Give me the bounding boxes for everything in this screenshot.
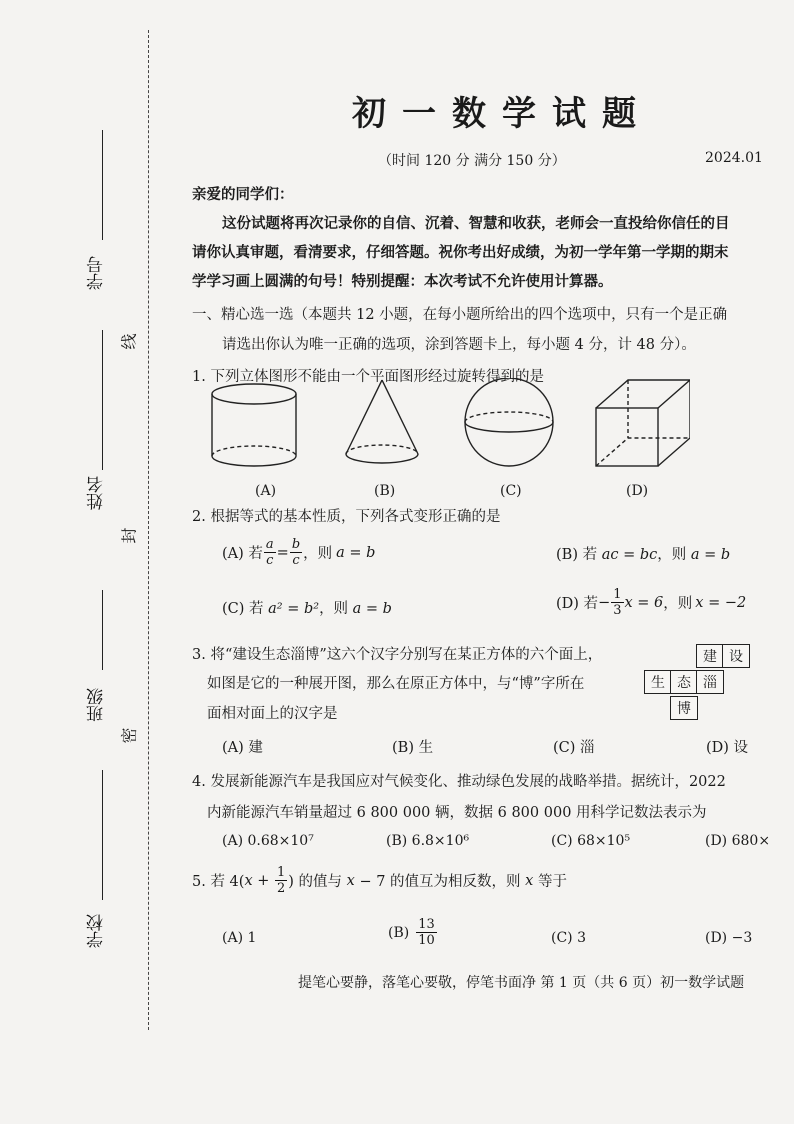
q2-a-tail: ，则 bbox=[303, 546, 333, 562]
q5-b-label: (B) bbox=[388, 924, 410, 941]
q2-d-expr: x = 6 bbox=[624, 594, 664, 611]
class-label: 班级 bbox=[87, 688, 107, 722]
cone-figure bbox=[346, 380, 418, 463]
class-field-line[interactable] bbox=[102, 590, 103, 670]
q2-d-label: (D) 若 bbox=[556, 596, 599, 612]
q5-var-x3: x bbox=[525, 872, 534, 889]
section1-line-1: 一、精心选一选（本题共 12 小题，在每小题所给出的四个选项中，只有一个是正确 bbox=[192, 307, 728, 323]
q2-c-tail: ，则 bbox=[319, 601, 349, 617]
plus-sign: + bbox=[252, 872, 274, 889]
seal-char-seal: 封 bbox=[119, 527, 139, 544]
q4-option-a[interactable]: (A) 0.68×10⁷ bbox=[222, 833, 314, 849]
q3-option-c[interactable]: (C) 淄 bbox=[553, 740, 595, 756]
q2-a-label: (A) 若 bbox=[222, 546, 263, 562]
numerator: 13 bbox=[418, 917, 435, 932]
net-cell-tai: 态 bbox=[670, 670, 698, 694]
binding-dashed-line bbox=[148, 30, 149, 1030]
greeting: 亲爱的同学们： bbox=[192, 186, 294, 203]
net-cell-bo: 博 bbox=[670, 696, 698, 720]
q2-d-result: x = −2 bbox=[695, 594, 747, 611]
q2-a-result: a = b bbox=[336, 544, 376, 561]
net-cell-zi: 淄 bbox=[696, 670, 724, 694]
q5-b-frac bbox=[416, 918, 437, 947]
denominator: 2 bbox=[277, 881, 286, 896]
denominator: c bbox=[292, 553, 300, 568]
seal-char-line: 线 bbox=[119, 333, 139, 350]
q4-option-d[interactable]: (D) 680× bbox=[705, 833, 771, 849]
q2-b-label: (B) 若 bbox=[556, 547, 598, 563]
q1-label-d: (D) bbox=[626, 483, 649, 499]
net-cell-sheng: 生 bbox=[644, 670, 672, 694]
sphere-figure bbox=[465, 378, 553, 466]
page-title: 初一数学试题 bbox=[352, 94, 652, 134]
q5-post: ) 的值与 bbox=[288, 874, 347, 890]
q4-option-b[interactable]: (B) 6.8×10⁶ bbox=[386, 833, 470, 849]
q2-c-label: (C) 若 bbox=[222, 601, 264, 617]
school-label: 学校 bbox=[87, 914, 107, 948]
net-cell-she: 设 bbox=[722, 644, 750, 668]
q3-option-d[interactable]: (D) 设 bbox=[706, 740, 749, 756]
denominator: c bbox=[266, 553, 274, 568]
numerator: 1 bbox=[613, 587, 622, 602]
q2-b-tail: ，则 bbox=[657, 547, 687, 563]
q2-option-a[interactable] bbox=[222, 538, 375, 567]
q5-option-d[interactable]: (D) −3 bbox=[705, 930, 753, 946]
name-field-line[interactable] bbox=[102, 330, 103, 470]
q5-frac bbox=[275, 866, 287, 895]
q4-option-c[interactable]: (C) 68×10⁵ bbox=[551, 833, 631, 849]
denominator: 3 bbox=[613, 603, 622, 618]
q5-stem bbox=[192, 866, 567, 895]
q2-option-c[interactable] bbox=[222, 597, 392, 618]
page-footer: 提笔心要静，落笔心要敬，停笔书面净 第 1 页（共 6 页）初一数学试题 bbox=[298, 975, 745, 991]
numerator: a bbox=[265, 537, 274, 552]
q2-option-d[interactable] bbox=[556, 588, 746, 617]
bleed-through-text bbox=[665, 82, 679, 102]
q2-c-expr: a² = b² bbox=[268, 601, 320, 617]
equals-sign: = bbox=[276, 544, 289, 561]
cylinder-figure bbox=[212, 384, 296, 466]
q4-line-1: 4. 发展新能源汽车是我国应对气候变化、推动绿色发展的战略举措。据统计，2022 bbox=[192, 774, 726, 790]
q2-a-frac1 bbox=[264, 538, 276, 567]
q2-c-result: a = b bbox=[352, 601, 392, 617]
q5-post3: 等于 bbox=[533, 874, 567, 890]
q1-stem: 1. 下列立体图形不能由一个平面图形经过旋转得到的是 bbox=[192, 369, 544, 385]
q5-pre: 5. 若 4( bbox=[192, 874, 245, 890]
q5-option-b[interactable] bbox=[388, 918, 438, 947]
school-field-line[interactable] bbox=[102, 770, 103, 900]
q5-var-x2: x bbox=[346, 872, 355, 889]
exam-date: 2024.01 bbox=[705, 150, 763, 166]
seal-char-secret: 密 bbox=[119, 727, 139, 744]
q2-option-b[interactable] bbox=[556, 543, 730, 564]
intro-line-3: 学学习画上圆满的句号！特别提醒：本次考试不允许使用计算器。 bbox=[192, 273, 613, 290]
q5-post2: − 7 的值互为相反数，则 bbox=[354, 874, 526, 890]
numerator: 1 bbox=[277, 865, 286, 880]
q3-line-3: 面相对面上的汉字是 bbox=[207, 706, 338, 722]
student-id-field-line[interactable] bbox=[102, 130, 103, 240]
student-id-label: 学号 bbox=[87, 256, 107, 290]
intro-line-2: 请你认真审题，看清要求，仔细答题。祝你考出好成绩，为初一学年第一学期的期末 bbox=[192, 244, 729, 261]
q2-d-tail: ，则 bbox=[663, 596, 693, 612]
q3-line-1: 3. 将“建设生态淄博”这六个汉字分别写在某正方体的六个面上， bbox=[192, 647, 603, 663]
q2-b-expr: ac = bc bbox=[601, 547, 658, 563]
q2-stem: 2. 根据等式的基本性质，下列各式变形正确的是 bbox=[192, 509, 501, 525]
q5-option-a[interactable]: (A) 1 bbox=[222, 930, 257, 946]
q2-b-result: a = b bbox=[690, 547, 731, 563]
q1-label-b: (B) bbox=[374, 483, 396, 499]
q5-option-c[interactable]: (C) 3 bbox=[551, 930, 586, 946]
section1-line-2: 请选出你认为唯一正确的选项，涂到答题卡上，每小题 4 分，计 48 分）。 bbox=[222, 337, 696, 353]
q2-d-frac bbox=[611, 588, 623, 617]
q4-line-2: 内新能源汽车销量超过 6 800 000 辆，数据 6 800 000 用科学记数法表示为 bbox=[207, 805, 707, 821]
name-label: 姓名 bbox=[87, 476, 107, 510]
numerator: b bbox=[291, 537, 301, 552]
net-cell-jian: 建 bbox=[696, 644, 724, 668]
intro-line-1: 这份试题将再次记录你的自信、沉着、智慧和收获，老师会一直投给你信任的目 bbox=[222, 215, 730, 232]
q2-a-frac2 bbox=[290, 538, 302, 567]
q3-line-2: 如图是它的一种展开图，那么在原正方体中，与“博”字所在 bbox=[207, 676, 585, 692]
q5-var-x: x bbox=[244, 872, 253, 889]
q1-label-a: (A) bbox=[255, 483, 277, 499]
q1-label-c: (C) bbox=[500, 483, 522, 499]
q3-option-b[interactable]: (B) 生 bbox=[392, 740, 434, 756]
q1-solid-figures bbox=[210, 378, 690, 468]
cube-figure bbox=[596, 380, 690, 466]
minus-sign: − bbox=[598, 594, 611, 611]
q3-option-a[interactable]: (A) 建 bbox=[222, 740, 263, 756]
exam-subtitle: （时间 120 分 满分 150 分） bbox=[378, 153, 566, 169]
denominator: 10 bbox=[418, 933, 435, 948]
